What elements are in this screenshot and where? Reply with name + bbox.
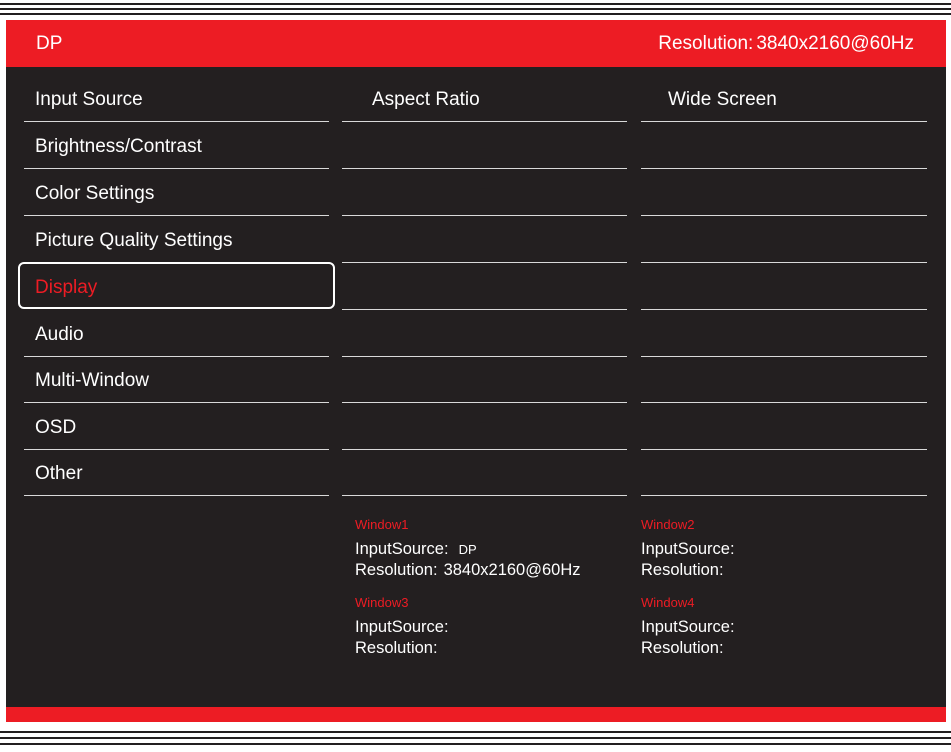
value-empty-row — [641, 169, 927, 216]
menu-item-label: Color Settings — [35, 183, 155, 204]
input-source-value: DP — [458, 542, 477, 557]
value-empty-row — [641, 449, 927, 496]
window1-info — [355, 517, 581, 581]
submenu-empty-row — [342, 216, 627, 263]
menu-item-other[interactable] — [24, 449, 329, 496]
input-source-label: InputSource: — [641, 540, 735, 558]
input-source-label: InputSource: — [641, 618, 735, 636]
menu-item-color-settings[interactable] — [24, 169, 329, 216]
current-source: DP — [36, 33, 63, 54]
resolution-label: Resolution: — [641, 639, 724, 657]
input-source-label: InputSource: — [355, 618, 449, 636]
window-resolution — [355, 638, 455, 659]
menu-item-label: Brightness/Contrast — [35, 136, 202, 157]
menu-item-label: Display — [35, 277, 98, 298]
menu-item-audio[interactable] — [24, 310, 329, 357]
resolution-value: 3840x2160@60Hz — [443, 561, 581, 579]
window-input-source — [355, 617, 455, 638]
submenu-item-aspect-ratio[interactable] — [342, 75, 627, 122]
submenu-empty-row — [342, 403, 627, 450]
submenu-empty-row — [342, 356, 627, 403]
submenu-empty-row — [342, 169, 627, 216]
window2-info — [641, 517, 741, 581]
window-title: Window1 — [355, 517, 409, 532]
bottom-stripes — [0, 722, 951, 752]
window-resolution — [355, 560, 581, 581]
window3-info — [355, 595, 455, 659]
menu-item-label: OSD — [35, 417, 77, 438]
menu-item-label: Audio — [35, 324, 84, 345]
window-title: Window4 — [641, 595, 695, 610]
osd-header — [6, 20, 946, 67]
input-source-label: InputSource: — [355, 540, 449, 558]
value-empty-row — [641, 403, 927, 450]
value-empty-row — [641, 263, 927, 310]
resolution-label: Resolution: — [641, 561, 724, 579]
menu-item-input-source[interactable] — [24, 75, 329, 122]
value-empty-row — [641, 310, 927, 357]
submenu-item-label: Aspect Ratio — [372, 89, 480, 110]
window-input-source — [355, 539, 581, 560]
window-resolution — [641, 560, 741, 581]
current-resolution — [658, 33, 914, 55]
osd-footer-bar — [6, 707, 946, 722]
window-resolution — [641, 638, 741, 659]
menu-item-brightness-contrast[interactable] — [24, 122, 329, 169]
menu-item-osd[interactable] — [24, 403, 329, 450]
top-stripes — [0, 0, 951, 20]
window-input-source — [641, 617, 741, 638]
submenu-empty-row — [342, 263, 627, 310]
value-empty-row — [641, 216, 927, 263]
window-title: Window2 — [641, 517, 695, 532]
resolution-label: Resolution: — [658, 33, 754, 54]
window-title: Window3 — [355, 595, 409, 610]
menu-item-label: Input Source — [35, 89, 143, 110]
menu-item-label: Multi-Window — [35, 370, 150, 391]
selection-highlight — [18, 262, 335, 309]
menu-item-multi-window[interactable] — [24, 356, 329, 403]
menu-item-label: Picture Quality Settings — [35, 230, 233, 251]
submenu-empty-row — [342, 449, 627, 496]
osd-panel — [6, 20, 946, 722]
window-input-source — [641, 539, 741, 560]
resolution-label: Resolution: — [355, 561, 438, 579]
aspect-ratio-value-label: Wide Screen — [668, 89, 777, 110]
value-empty-row — [641, 356, 927, 403]
resolution-value: 3840x2160@60Hz — [756, 33, 914, 54]
window4-info — [641, 595, 741, 659]
submenu-empty-row — [342, 122, 627, 169]
menu-item-label: Other — [35, 463, 83, 484]
resolution-label: Resolution: — [355, 639, 438, 657]
menu-item-picture-quality-settings[interactable] — [24, 216, 329, 263]
submenu-empty-row — [342, 310, 627, 357]
value-empty-row — [641, 122, 927, 169]
aspect-ratio-value[interactable] — [641, 75, 927, 122]
